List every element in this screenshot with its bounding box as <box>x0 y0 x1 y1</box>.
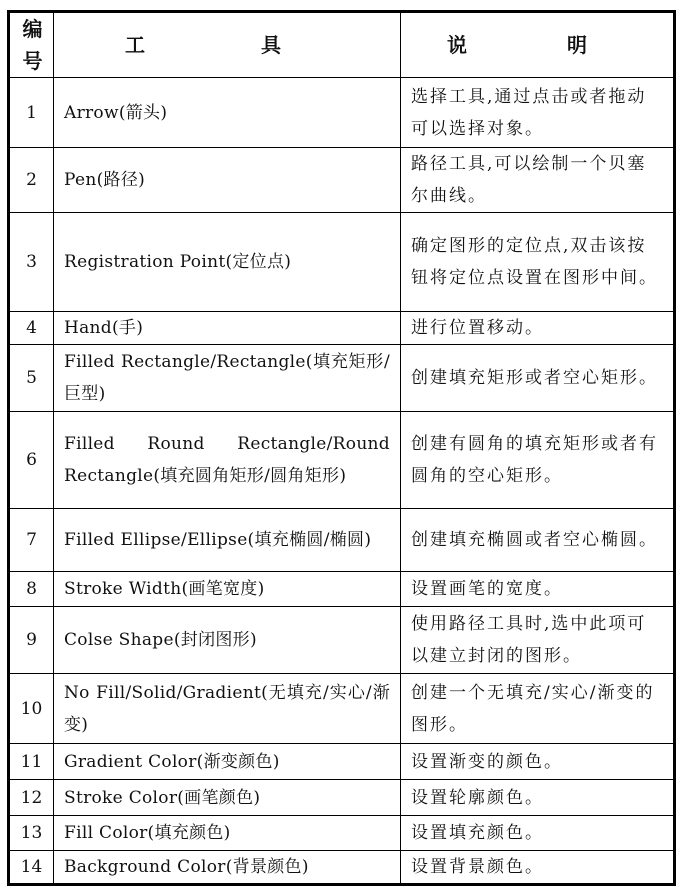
row-description: 创建有圆角的填充矩形或者有圆角的空心矩形。 <box>401 412 675 509</box>
row-tool: Stroke Color(画笔颜色) <box>54 780 401 816</box>
row-description: 使用路径工具时,选中此项可以建立封闭的图形。 <box>401 607 675 674</box>
row-number: 13 <box>9 816 54 851</box>
table-row <box>9 607 675 674</box>
header-description <box>401 12 675 78</box>
row-description: 创建填充矩形或者空心矩形。 <box>401 345 675 412</box>
row-number: 1 <box>9 78 54 148</box>
row-number: 9 <box>9 607 54 674</box>
row-tool: Pen(路径) <box>54 148 401 213</box>
row-description: 设置背景颜色。 <box>401 851 675 885</box>
header-description-label: 说 明 <box>447 33 627 57</box>
table-row <box>9 816 675 851</box>
row-number: 12 <box>9 780 54 816</box>
header-number: 编号 <box>9 12 54 78</box>
row-description: 确定图形的定位点,双击该按钮将定位点设置在图形中间。 <box>401 213 675 312</box>
row-description: 设置渐变的颜色。 <box>401 744 675 780</box>
row-tool: Filled Ellipse/Ellipse(填充椭圆/椭圆) <box>54 509 401 572</box>
table-row <box>9 312 675 345</box>
row-tool: Colse Shape(封闭图形) <box>54 607 401 674</box>
row-tool: Filled Rectangle/Rectangle(填充矩形/巨型) <box>54 345 401 412</box>
header-row <box>9 12 675 78</box>
row-number: 3 <box>9 213 54 312</box>
row-tool: Background Color(背景颜色) <box>54 851 401 885</box>
tools-table <box>7 10 676 886</box>
row-tool: Hand(手) <box>54 312 401 345</box>
table-row <box>9 572 675 607</box>
row-tool: Fill Color(填充颜色) <box>54 816 401 851</box>
header-tool-label: 工 具 <box>125 33 329 57</box>
row-description: 设置画笔的宽度。 <box>401 572 675 607</box>
row-tool: Stroke Width(画笔宽度) <box>54 572 401 607</box>
table-row <box>9 78 675 148</box>
row-tool: Arrow(箭头) <box>54 78 401 148</box>
row-tool: No Fill/Solid/Gradient(无填充/实心/渐变) <box>54 674 401 744</box>
row-description: 进行位置移动。 <box>401 312 675 345</box>
row-description: 选择工具,通过点击或者拖动可以选择对象。 <box>401 78 675 148</box>
header-tool <box>54 12 401 78</box>
row-description: 创建填充椭圆或者空心椭圆。 <box>401 509 675 572</box>
row-number: 6 <box>9 412 54 509</box>
row-tool: Filled Round Rectangle/Round Rectangle(填充圆角矩形/圆角矩形) <box>54 412 401 509</box>
row-number: 4 <box>9 312 54 345</box>
table-row <box>9 345 675 412</box>
row-tool: Registration Point(定位点) <box>54 213 401 312</box>
row-description: 设置填充颜色。 <box>401 816 675 851</box>
table-row <box>9 780 675 816</box>
table-row <box>9 744 675 780</box>
table-row <box>9 213 675 312</box>
row-number: 2 <box>9 148 54 213</box>
table-row <box>9 674 675 744</box>
row-description: 路径工具,可以绘制一个贝塞尔曲线。 <box>401 148 675 213</box>
row-description: 设置轮廓颜色。 <box>401 780 675 816</box>
table-row <box>9 851 675 885</box>
table-row <box>9 412 675 509</box>
row-number: 14 <box>9 851 54 885</box>
row-number: 5 <box>9 345 54 412</box>
table-row <box>9 509 675 572</box>
row-description: 创建一个无填充/实心/渐变的图形。 <box>401 674 675 744</box>
table-row <box>9 148 675 213</box>
row-number: 10 <box>9 674 54 744</box>
row-number: 7 <box>9 509 54 572</box>
row-number: 11 <box>9 744 54 780</box>
row-tool: Gradient Color(渐变颜色) <box>54 744 401 780</box>
row-number: 8 <box>9 572 54 607</box>
